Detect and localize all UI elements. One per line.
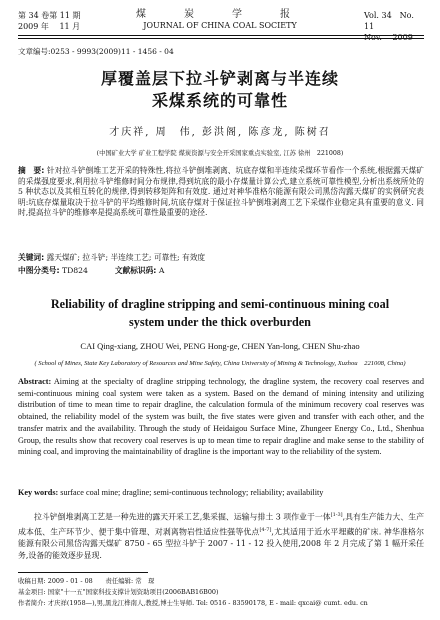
article-number: 文章编号:0253 - 9993(2009)11 - 1456 - 04 bbox=[18, 47, 174, 56]
journal-name-en: JOURNAL OF CHINA COAL SOCIETY bbox=[143, 21, 297, 30]
intro-text-1: 拉斗铲倒堆剥离工艺是一种先进的露天开采工艺,集采掘、运输与排土 3 项作业于一体 bbox=[34, 512, 331, 522]
header-rule-thick bbox=[18, 35, 424, 36]
classification-line bbox=[18, 266, 424, 277]
abstract-cn-text: 针对拉斗铲倒堆工艺开采的特殊性,将拉斗铲倒堆剥离、坑底存煤和半连续采煤环节看作一个系统,根据露天煤矿的采煤强度要求,利用拉斗铲维修时间分布规律,得到坑底的最小存煤量计算公式,建立系统可靠性模型,分析出系统所处的 5 种状态以及其相互转化的规律,得到转移矩阵和有效度. 通过对神华准格尔能源有限公司黑岱沟露天煤矿的实例研究表明:坑底存煤量取决于拉斗铲的平均维修时间,坑底存煤对于保证拉斗铲倒堆剥离工艺下采煤作业稳定具有重要的意义. 同时,提高拉斗铲的维修率是提高系统可靠性最重要的途径. bbox=[18, 166, 424, 218]
title-cn-line2: 采煤系统的可靠性 bbox=[151, 91, 288, 110]
abstract-en-label: Abstract: bbox=[18, 377, 52, 386]
abstract-cn bbox=[18, 166, 424, 219]
abstract-en bbox=[18, 376, 424, 458]
volume-issue-en: Vol. 34 No. 11 bbox=[364, 11, 414, 31]
keywords-cn-text: 露天煤矿; 拉斗铲; 半连续工艺; 可靠性; 有效度 bbox=[46, 253, 206, 262]
abstract-en-text: Aiming at the specialty of dragline stripping technology, the dragline system, the recovery coal reserves and semi-continuous mining coal system were taken as a system. Based on the demand of mining intensity and utilizing distribution of time to mean time to repair dragline, the calculation formula of the minimum recovery coal reserves was obtained, the reliability model of the system was built, the five states were given and transfer with each other, and the transfer matrix and the availability. Through the study of Heidaigou Surface Mine, Zhungeer Energy Co., Ltd., Shenhua Group, the results show that recovery coal reserves is up to mean time to repair dragline and make sense to the stability of mining coal, and improving the maintainability of dragline is the important way to the reliability of the system. bbox=[18, 377, 424, 457]
footnote-received: 收稿日期: 2009 - 01 - 08 责任编辑: 常 琛 bbox=[18, 577, 155, 585]
keywords-en bbox=[18, 487, 424, 499]
footnote-author: 作者简介: 才庆祥(1958—),男,黑龙江桦南人,教授,博士生导师. Tel: 0516 - 83590178, E - mail: qxcai@ cumt. edu. cn bbox=[18, 599, 368, 607]
citation-2: [4-7] bbox=[259, 526, 272, 533]
intro-text-2: ,具有生产能力大、生产成本低、生产环节少、便于集中管理、对剥离物岩性适应性强等优点 bbox=[18, 512, 424, 537]
journal-name-cn: 煤 炭 学 报 bbox=[136, 9, 304, 20]
abstract-cn-label: 摘 要: bbox=[18, 166, 45, 175]
doc-code-label: 文献标识码: bbox=[114, 266, 157, 275]
title-en-line2: system under the thick overburden bbox=[129, 315, 311, 329]
footnote-rule bbox=[18, 572, 148, 573]
doc-code: A bbox=[158, 266, 165, 275]
authors-en: CAI Qing-xiang, ZHOU Wei, PENG Hong-ge, CHEN Yan-long, CHEN Shu-zhao bbox=[80, 341, 360, 351]
header-rule-thin bbox=[18, 38, 424, 39]
affiliation-en: ( School of Mines, State Key Laboratory of Resources and Mine Safety, China University of Mining & Technology, Xuzhou 221008, China) bbox=[34, 360, 406, 367]
citation-1: [1-3] bbox=[330, 512, 343, 518]
keywords-en-text: surface coal mine; dragline; semi-continuous technology; reliability; availability bbox=[60, 488, 324, 497]
authors-cn: 才庆祥, 周 伟, 彭洪阁, 陈彦龙, 陈树召 bbox=[109, 127, 331, 138]
date-en: Nov. 2009 bbox=[364, 33, 413, 42]
affiliation-cn: (中国矿业大学 矿业工程学院 煤炭资源与安全开采国家重点实验室, 江苏 徐州 221008) bbox=[96, 150, 344, 157]
title-en-line1: Reliability of dragline stripping and semi-continuous mining coal bbox=[50, 297, 390, 311]
body-paragraph bbox=[18, 509, 424, 562]
header-volume-cn bbox=[18, 10, 81, 32]
title-cn-line1: 厚覆盖层下拉斗铲剥离与半连续 bbox=[100, 69, 339, 88]
intro-text-3: ,尤其适用于近水平埋藏的矿床. 神华准格尔能源有限公司黑岱沟露天煤矿 8750 - 65 型拉斗铲于 2007 - 11 - 12 投入使用,2008 年 2 月完成了第 1 幅开采任务,设备的能效逐步显现. bbox=[18, 527, 424, 561]
keywords-cn bbox=[18, 253, 424, 264]
keywords-en-label: Key words: bbox=[18, 488, 59, 497]
date-cn: 2009 年 11 月 bbox=[18, 22, 81, 31]
clc-code: TD824 bbox=[61, 266, 88, 275]
header-journal bbox=[110, 9, 330, 31]
keywords-cn-label: 关键词: bbox=[18, 253, 45, 262]
footnote-fund: 基金项目: 国家"十一五"国家科技支撑计划资助项目(2006BAB16B00) bbox=[18, 588, 219, 596]
volume-issue-cn: 第 34 卷第 11 期 bbox=[18, 11, 81, 20]
clc-label: 中图分类号: bbox=[18, 266, 60, 275]
